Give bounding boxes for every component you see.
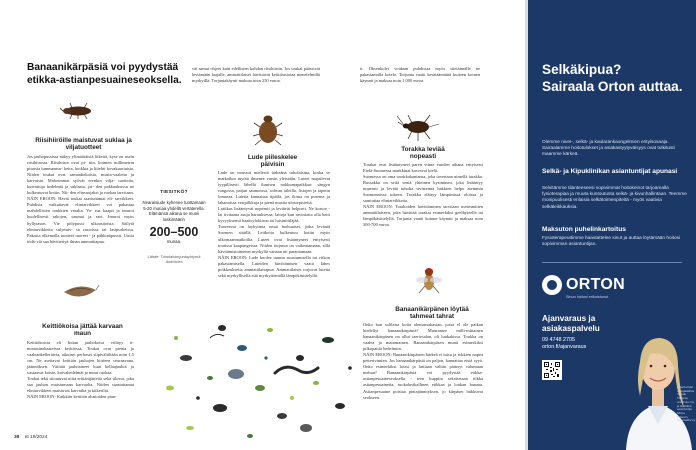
ad-headline-line1: Selkäkipua?: [542, 62, 622, 77]
rice-weevil-icon: [60, 102, 96, 120]
orton-logo-mark: [542, 275, 562, 295]
fact-box-source: Lähde: Tuholaistorjuntayhtymä Anticimex: [147, 254, 201, 265]
moth-icon: [60, 280, 100, 304]
fruit-fly-icon: [414, 262, 444, 296]
appointment-title: Ajanvaraus ja asiakaspalvelu: [542, 314, 600, 333]
paragraph: Tuoreessa on laykytinta omat luohuaiset, jotka levänät Suomen sitäillä. Leitkoita kulkeutuu kotiin myös ulkomaanmatkoilta. Luteet ovat lisääntyneet erityisesti tourissa kaupungeissa. Niiden torjunta on vaikeatamaan, sillä hävitämistoimenet myrkyllä vaitaan nit parantamaan.: [218, 224, 330, 254]
paragraph: Toukat tekä sitoutuvat niitä erittäräjätteitä sekä tilossa, joka saa jauhon maistumaan karvaalta. Niiden saastuttamat elintarvikkeet maistuvat karvailta ja kitkeriltä.: [27, 376, 134, 394]
photo-caption: Asiantuntijat: Afuepädiätria Taipale Kitupola, Anticimex Oy ja kiitettävä asiantuntija: Minna Siltanen, Mustasiltini.oy: [677, 385, 696, 423]
section-title-moth: Keittiökoisa jättää karvaan maun: [42, 323, 123, 338]
ad-divider: [542, 262, 682, 263]
section-body-bedbug-continued: [360, 66, 480, 84]
paragraph: Lude on noussut mielestä tärkeänä tuholaisina, koska se matkailun myötä ilmenee varsin yleisiään. Luteet majailevat tyypillisesti lähellä ihmisen nukkumapaikkaa: sängyn rungossa, patjan saumoissa, sohvan taleilla, listojen ja tapetin lomassa. Luteita kannattaa tipäilä, jos iloma on purema ja lakanoissa veripilkkuja ja pienä mustia ulostepisteitä.: [218, 170, 330, 206]
ad-section2-text: Fysioterapeuttimme haastattelee sinut ja auttaa löytämään hoitosi sopivimman asiantuntijan.: [542, 236, 681, 248]
section-body-rice-weevil: [27, 154, 134, 245]
fact-box-number: 200–500: [149, 225, 199, 240]
page-footer: [14, 435, 47, 440]
ad-intro: Olemme niveI-, selkä- ja kaularankaongelmien erityisosaaja. Sairaalamme hoitotulokset ja asiakastyytyväisyys ovat tutkitusti maamme kärkeä.: [542, 140, 675, 158]
section-body-cockroach: [363, 162, 483, 229]
paragraph: vät samat ohjeet kuin edellisten kohdan riisihiiriin. Jos toukat päässivät leviämään laajalle, ammattilaiset hävittävät keittiöasioiaa menetelmillä myrkyillä. Torjuntakäynti maksaa noin 250 euroa.: [192, 66, 320, 84]
paragraph: Luttikas lisääntyvät nopeasti ja leviävät helposti. Ne kortoo - lai tivitaana asuja haruuksessa, laitoja kun ravintotta olla hetti kyvyyksensä haaitsylokiiron tai luisintitiläjää.: [218, 206, 330, 224]
orton-logo-name: ORTON: [566, 276, 625, 293]
website-link[interactable]: orton.fi/ajanvaraus: [542, 344, 587, 350]
paragraph: Keittiökoisia eli Intian jauhokoisa viihtyy ti- monasinokaateissa keittiössä. Toukat ovat pienia ja vaaleankellertävia, aikuiset perhoset siipivältiltään noin 1,5 cm. Ne asettavat keittiön jauhojen hiitteen seuraavana, jäännöksen. Väiitää jauhoaineet kuin kellaajauhot ja vastaavat koiste, kuivahedelmät ja muut ruokaa.: [27, 340, 134, 376]
paragraph: NÄIN EROON: Torakoiden hävittäminen tarvitaan useimmitten ammattilaiseen, joka hävittää torakat esimerkiksi geelbyteellä tai lämpökäsittelyllä. Torjunta vaatii koinne käynnit ja maksaa noin 300-700 euroa.: [363, 204, 483, 228]
fact-box-title: TIESITKÖ?: [160, 190, 188, 195]
orton-logo-tagline: Sinun hoitosi erikoistunut: [566, 295, 609, 299]
section-title-fruit-fly: Banaanikärpänen löytää tahmeat tahrat: [395, 306, 469, 321]
page-number: 38: [14, 435, 20, 440]
section-body-fruit-fly: [363, 322, 483, 401]
section-body-bedbug: [218, 170, 330, 279]
article-headline: Banaanikärpäsiä voi pyydystää etikka-astianpesuaineseoksella.: [27, 62, 182, 86]
paragraph: Onko ban solilaisa kotia olemassakasian, jossa el ole paikan hiedellyt banaanikärpäsiä? Muuramee milli-mittainen banaanikärpänen on ollut iaeriesalan, oli luukakissa. Toukka on vaalea ja matomainen. Banaanikärpäsen munii esimerkiksi pilkopaitiä hedelmiin.: [363, 322, 483, 352]
ad-section2-title: Maksuton puhelinkartoitus: [542, 226, 626, 233]
cockroach-icon: [396, 110, 440, 142]
paragraph: NÄIN EROON: Lude kuolee tunnin suustumisella tai viikon pakastamisella. Luteiden hävittämisen vaatii lähes poikkeuksetta ammattilaisapua. Ammattilaiset torjuvat luteita sekä myrkyllisellä että myrkyttömällä lämpökäsittelyllä.: [218, 254, 330, 278]
paragraph: Jos jauhopussissa näkyy ylimääräisiä liikettä, kyse on usein riisihiirosta. Riisihiirot ovat pi- tiin, koimen millimetrin pituisia tummanrus- keita, hoikkia ja liitehti kovakuoriaisia. Niiden toukat ovat samankokoisia, musta-vaaleita ja karvaisia. Mokeimmat syövät erenkin vilja- tuotteita, kuivattuja hedelmiä ja suklaata, jot- den pakkauksissa ne kulkeutuvat kotiin. Nii- den elinsuojaksi ja ruokaa tarvitaan.: [27, 154, 134, 196]
bedbug-icon: [252, 112, 284, 146]
paragraph: Torakat ovat lisääntyneet paren viime vuoden aikana erityisesti Etelä-Suomessa markkinat kasvavat kielä.: [363, 162, 483, 174]
fact-box: [140, 190, 208, 264]
orton-logo: [542, 275, 625, 295]
section-body-moth: [27, 340, 134, 400]
section-title-bedbug: Lude piileskelee päivisin: [247, 154, 298, 169]
paragraph: NÄIN EROON: Häviä toukat saastuttamat eli- tarvikkeet. Puhdista vaikuttavat elintarvikkeet voi pakastaa mahdollisten toukkien varalta. Va- roa kaapit ja imuroi huolellisesti rakojen, saumat ja raot. Imuroi myös hyllytason. Vie pölypussi ulkoastioista. Säilytä elintarvikkeita suljetuis- sa rasioissa tai lasipurkeissa. Pakasta olkemalla tuotteet tuoreet - ja pähkinäpussit. Uusia tödä- riä saa hävittettyä ilman ammattiapua.: [27, 196, 134, 244]
section-body-moth-continued: [192, 66, 320, 84]
ad-headline: [542, 62, 690, 95]
ad-section1-text: Selvitämme tilanteeseesi sopivimmat hoitokeinot tarjoamalla fysioterapiaa ja muuta kuntoutusta selkä- ja kivunhallintaan. Teemme monipuolisesti erilaisia selkätoimenpiteitä - myös vaativia selkäleikkauksia.: [542, 186, 687, 210]
qr-code[interactable]: [542, 360, 562, 380]
orton-advert: [528, 0, 696, 450]
bug-cluster-illustration: [150, 318, 360, 448]
fact-box-unit: munaa.: [166, 239, 182, 245]
fact-box-text: Nearaisiude kyhenee tuottamaan 5-20 munaa yhdellä vertaterella. Elämänsä aikana se munii laskimäärin: [142, 200, 206, 222]
paragraph: NÄIN EROON: Kaikkiin keittiön alustoiden pian-: [27, 394, 117, 400]
paragraph: ti. Oksenkolet voidaan puhdistaa myös sitetäimällä ne pakastamalla kotelo. Torjunta vaatii kesätäämäärä kuiteen koinen käynnit ja maksaa noin 1 000 euroa.: [360, 66, 480, 84]
phone-number[interactable]: 09 4748 2705: [542, 337, 575, 343]
section-title-cockroach: Torakka leviää nopeasti: [401, 146, 445, 161]
paragraph: Suomessa on oma torakkakantansa, joka tavretaan nimellä turakka. Russakka on seitä sentä yhteinen kysiminen, joka lisääntyy nopeasti ja leviää tuholta sivisteimä hakkien helpo aiemmin Suomennissa tokeen. Torakka elättyy lämpimissä oloissa ja saastuttaa elintarvikkeita.: [363, 174, 483, 204]
paragraph: NÄIN EROON: Banaanikärpästen kärkeä ei tutsu ja rokkien nopea peiterivimien. Jos banaanikärpäsiä on paljon, kannattaa etsiä syyä. Onko esimerkiksi lasssi ja lattiaan välitin päässyt valumaan mehua? Banaanikärpäsiä voi pyydystää etikka-astianpesuaineseoksella - teen kuppiin sekoitetaan tilkka astianpesuainetta, ruokalusikallinen etikkaa ja loukan banaaa. Astianpesuaine poistaa pintajännityksen, jo kärpäset hukkuvat seokseen.: [363, 352, 483, 400]
ad-headline-line2: Sairaala Orton auttaa.: [542, 78, 683, 94]
section-title-rice-weevil: Riisihiiröille maistuvat suklaa ja viljatuotteet: [35, 137, 132, 152]
ad-section1-title: Selkä- ja Kipuklinikan asiantuntijat apunasi: [542, 168, 678, 175]
magazine-issue: et 19/2024: [24, 435, 48, 440]
